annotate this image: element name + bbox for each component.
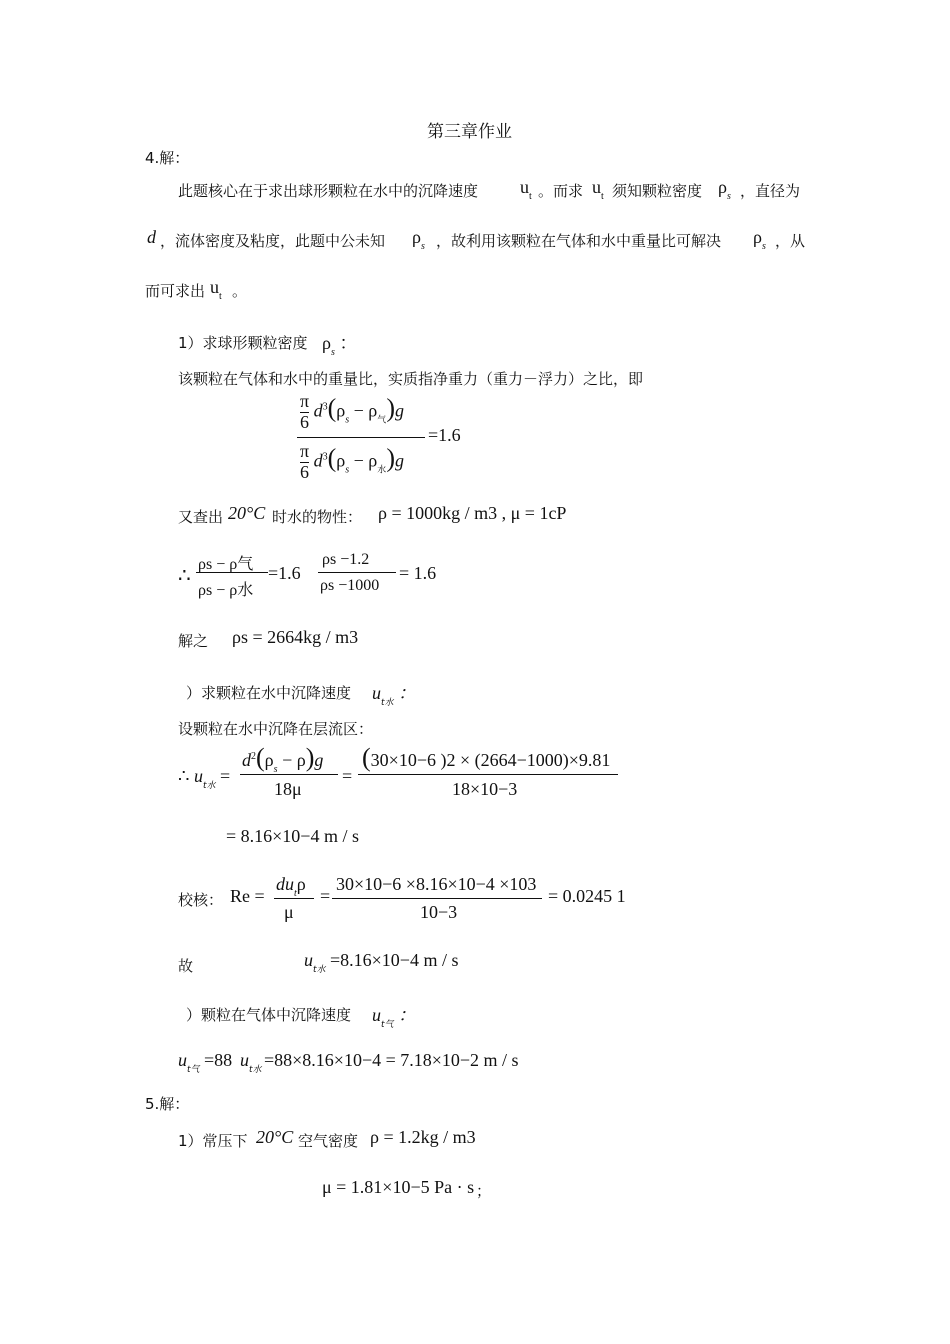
step3-eq-mid: =88 (204, 1050, 233, 1070)
eq1-denominator: π 6 $d^3(\rho_s - \rho_水)g$ (300, 441, 404, 482)
sec5-air-density: ρ = 1.2kg / m3 (370, 1127, 476, 1147)
check-fraction-bar (332, 898, 542, 899)
step3-label: ）颗粒在气体中沉降速度 (186, 1006, 352, 1024)
eq3-fraction-bar-left (240, 774, 338, 775)
solve-label: 解之 (178, 632, 209, 650)
step3-lhs: $u_{t气}$ (178, 1050, 200, 1075)
water-props-suffix: 时水的物性： (272, 508, 363, 526)
symbol-rho-s: $\rho_s$ ： (322, 333, 358, 358)
therefore-symbol: ∴ (178, 565, 191, 587)
check-re-numerator: $du_t\rho$ (276, 874, 306, 899)
sec5-step1-temp: 20°C (256, 1127, 294, 1147)
para2-text-c: ，从 (775, 232, 806, 250)
water-props-equation: ρ = 1000kg / m3 , μ = 1cP (378, 503, 567, 523)
eq2-fraction-bar-a (196, 572, 268, 573)
eq1-rhs: =1.6 (428, 425, 461, 445)
check-re-lhs: Re = (230, 886, 265, 906)
eq3-result: = 8.16×10−4 m / s (226, 826, 359, 846)
eq3-equals: = (342, 766, 353, 786)
eq2-rhs-b: = 1.6 (399, 563, 437, 583)
eq2-fraction-bar-b (318, 572, 396, 573)
water-props-temp: 20°C (228, 503, 266, 523)
para1-text-d: ，直径为 (740, 182, 801, 200)
eq1-numerator: π 6 $d^3(\rho_s - \rho_气)g$ (300, 391, 404, 432)
eq2-numerator-a: ρs − ρ气 (198, 556, 254, 573)
eq3-denominator-right: 18×10−3 (452, 779, 518, 799)
para3-text-b: 。 (232, 282, 248, 300)
para3-text-a: 而可求出 (145, 282, 206, 300)
eq2-numerator-b: ρs −1.2 (322, 551, 370, 568)
symbol-ut: $u_t$ (210, 277, 222, 302)
therefore-equation: =8.16×10−4 m / s (330, 950, 459, 970)
sec5-step1-label: 1）常压下 (178, 1132, 248, 1150)
symbol-d: d (147, 227, 156, 247)
symbol-rho-s: $\rho_s$ (718, 177, 731, 202)
check-rhs: = 0.0245 1 (548, 886, 626, 906)
section-4-heading: 4.解： (145, 149, 190, 167)
eq2-denominator-a: ρs − ρ水 (198, 582, 254, 599)
eq3-numerator-left: $d^2(\rho_s - \rho)g$ (242, 743, 324, 775)
eq3-numerator-right: (30×10−6 )2 × (2664−1000)×9.81 (362, 743, 611, 772)
check-denominator: 10−3 (420, 902, 458, 922)
therefore-symbol-ut: $u_{t水}$ (304, 950, 326, 975)
check-re-denominator: μ (284, 902, 294, 922)
symbol-ut-gas: $u_{t气}$ ： (372, 1005, 417, 1030)
para1-text-b: 。而求 (538, 182, 584, 200)
eq2-rhs-a: =1.6 (268, 563, 301, 583)
step1-intro: 该颗粒在气体和水中的重量比，实质指净重力（重力－浮力）之比，即 (178, 370, 644, 388)
eq3-denominator-left: 18μ (274, 779, 302, 799)
para2-text-a: ，流体密度及粘度，此题中公未知 (160, 232, 386, 250)
therefore-label: 故 (178, 957, 194, 975)
water-props-text: 又查出 (178, 508, 224, 526)
symbol-ut: $u_t$ (520, 177, 532, 202)
symbol-ut: $u_t$ (592, 177, 604, 202)
step1-label: 1）求球形颗粒密度 (178, 334, 308, 352)
eq2-denominator-b: ρs −1000 (320, 577, 380, 594)
section-5-heading: 5.解： (145, 1095, 190, 1113)
para1-text-c: 须知颗粒密度 (612, 182, 703, 200)
check-label: 校核： (178, 891, 224, 909)
eq1-fraction-bar (297, 437, 425, 438)
eq3-fraction-bar-right (358, 774, 618, 775)
eq3-numerator-right-text: 30×10−6 )2 × (2664−1000)×9.81 (370, 750, 611, 770)
sec5-mu-equation: μ = 1.81×10−5 Pa · s (322, 1177, 475, 1197)
symbol-ut-water: $u_{t水}$ ： (372, 683, 417, 708)
symbol-rho-s: $\rho_s$ (412, 227, 425, 252)
symbol-rho-s: $\rho_s$ (753, 227, 766, 252)
check-re-fraction-bar (274, 898, 314, 899)
sec5-mu-tail: ； (476, 1182, 492, 1200)
step2-label: ）求颗粒在水中沉降速度 (186, 684, 352, 702)
step3-ut-water: $u_{t水}$ (240, 1050, 262, 1075)
solve-equation: ρs = 2664kg / m3 (232, 627, 359, 647)
step3-eq-rhs: =88×8.16×10−4 = 7.18×10−2 m / s (264, 1050, 519, 1070)
check-numerator: 30×10−6 ×8.16×10−4 ×103 (336, 874, 537, 894)
step2-assume: 设颗粒在水中沉降在层流区： (178, 720, 374, 738)
page-title: 第三章作业 (427, 122, 512, 142)
eq3-lhs: ∴ $u_{t水}$ = (178, 766, 231, 791)
check-equals: = (320, 886, 331, 906)
para1-text-a: 此题核心在于求出球形颗粒在水中的沉降速度 (178, 182, 479, 200)
para2-text-b: ，故利用该颗粒在气体和水中重量比可解决 (436, 232, 722, 250)
sec5-step1-mid: 空气密度 (298, 1132, 359, 1150)
